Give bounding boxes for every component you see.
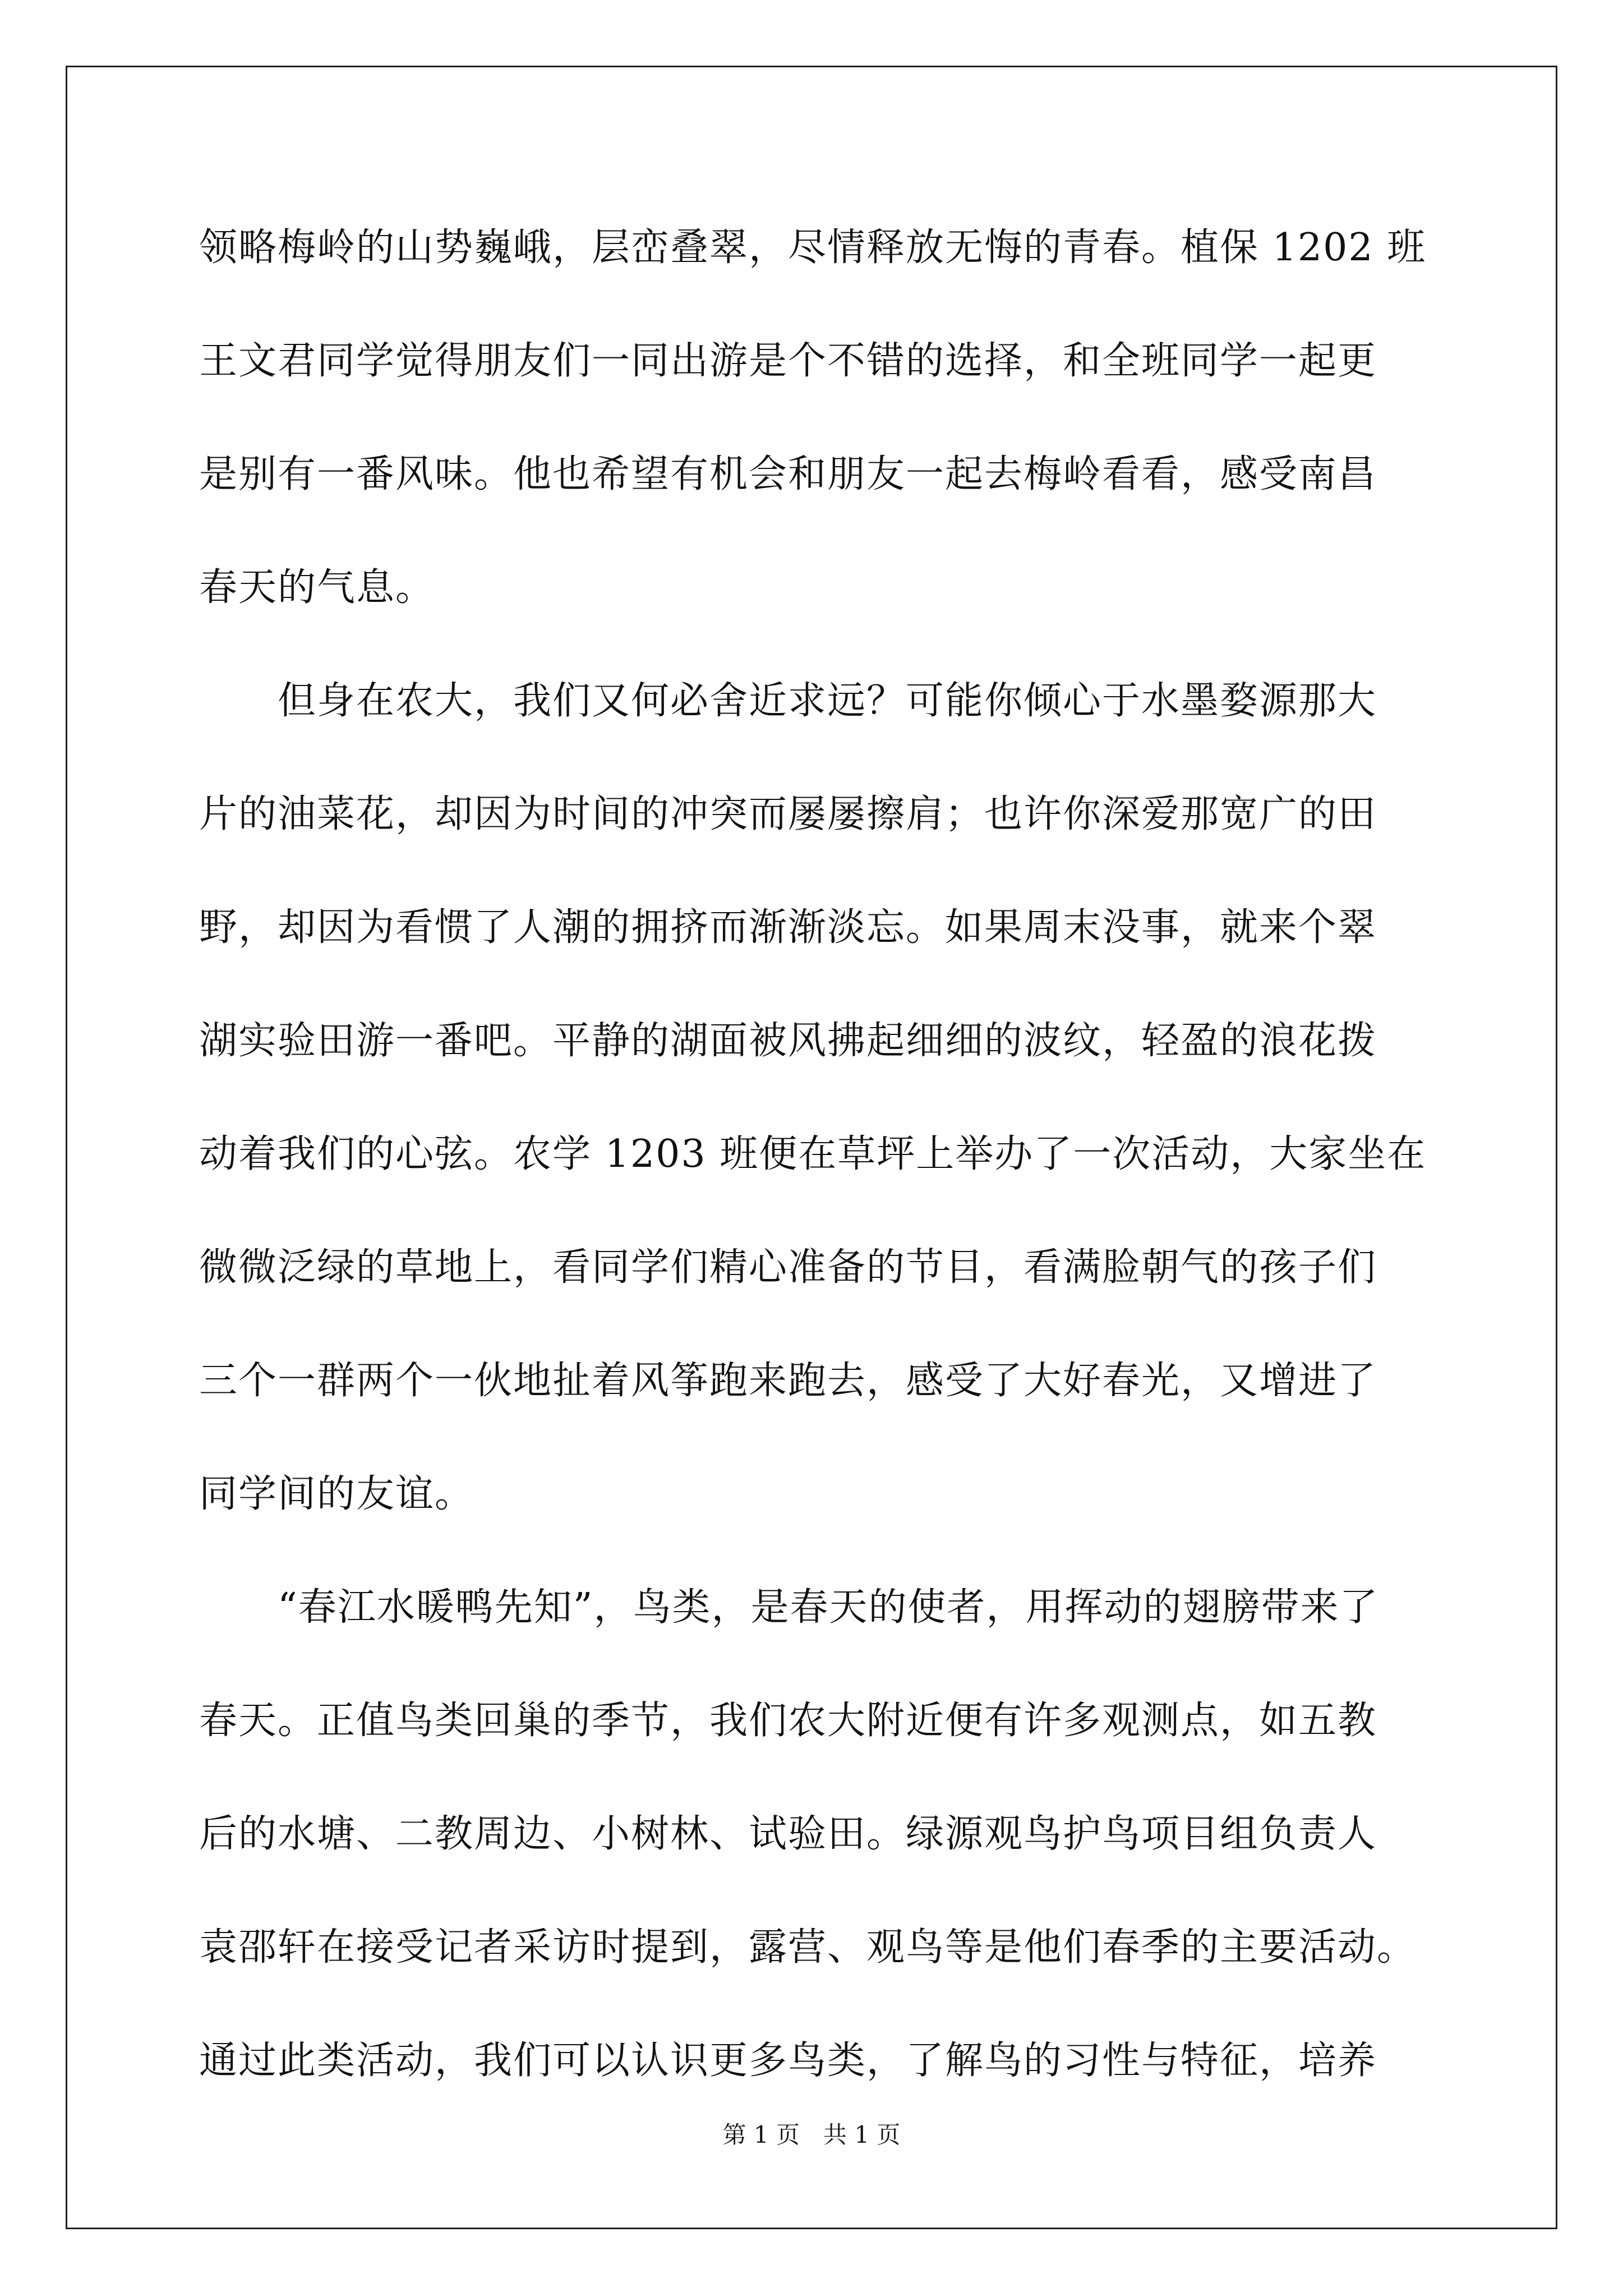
page-number-footer: 第 1 页 共 1 页 — [722, 2121, 901, 2148]
text-line: 野，却因为看惯了人潮的拥挤而渐渐淡忘。如果周末没事，就来个翠 — [199, 905, 1377, 950]
text-line: “春江水暖鸭先知”，鸟类，是春天的使者，用挥动的翅膀带来了 — [199, 1585, 1379, 1630]
text-line: 是别有一番风味。他也希望有机会和朋友一起去梅岭看看，感受南昌 — [199, 452, 1377, 496]
text-line: 同学间的友谊。 — [199, 1472, 474, 1516]
text-line: 通过此类活动，我们可以认识更多鸟类，了解鸟的习性与特征，培养 — [199, 2039, 1377, 2083]
text-line: 领略梅岭的山势巍峨，层峦叠翠，尽情释放无悔的青春。植保 1202 班 — [199, 226, 1427, 270]
text-line: 但身在农大，我们又何必舍近求远？可能你倾心于水墨婺源那大 — [199, 679, 1377, 723]
text-line: 袁邵轩在接受记者采访时提到，露营、观鸟等是他们春季的主要活动。 — [199, 1925, 1417, 1970]
text-line: 王文君同学觉得朋友们一同出游是个不错的选择，和全班同学一起更 — [199, 339, 1377, 383]
text-line: 三个一群两个一伙地扯着风筝跑来跑去，感受了大好春光，又增进了 — [199, 1359, 1377, 1403]
text-line: 春天。正值鸟类回巢的季节，我们农大附近便有许多观测点，如五教 — [199, 1699, 1377, 1743]
text-line: 湖实验田游一番吧。平静的湖面被风拂起细细的波纹，轻盈的浪花拨 — [199, 1019, 1377, 1063]
text-line: 动着我们的心弦。农学 1203 班便在草坪上举办了一次活动，大家坐在 — [199, 1132, 1427, 1176]
text-line: 微微泛绿的草地上，看同学们精心准备的节目，看满脸朝气的孩子们 — [199, 1245, 1377, 1290]
text-line: 片的油菜花，却因为时间的冲突而屡屡擦肩；也许你深爱那宽广的田 — [199, 792, 1377, 836]
text-line: 后的水塘、二教周边、小树林、试验田。绿源观鸟护鸟项目组负责人 — [199, 1812, 1377, 1856]
text-line: 春天的气息。 — [199, 565, 435, 610]
